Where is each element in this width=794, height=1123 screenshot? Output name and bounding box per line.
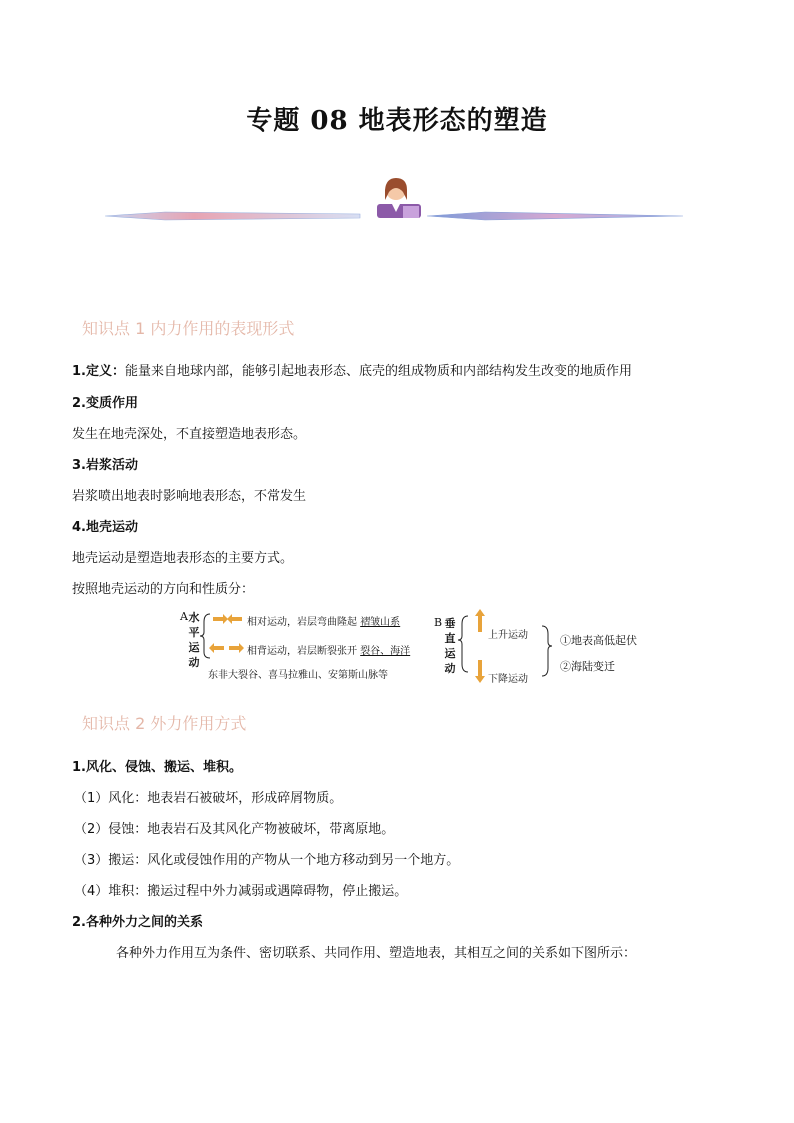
b-down: 下降运动 <box>488 674 528 685</box>
crust-heading: 4.地壳运动 <box>72 520 138 535</box>
section2-heading: 知识点 2 外力作用方式 <box>82 714 247 733</box>
banner-right-bar <box>427 212 683 220</box>
arrow-up-icon <box>475 609 485 632</box>
definition-line <box>72 362 632 382</box>
arrow-down-icon <box>475 660 485 683</box>
a-vertical-label: 水 平 运 动 <box>188 611 200 669</box>
list-item: （1）风化：地表岩石被破坏，形成碎屑物质。 <box>74 791 343 806</box>
sub2-heading: 2.各种外力之间的关系 <box>72 915 203 930</box>
title-banner <box>105 176 685 228</box>
b-vertical-label: 垂 直 运 动 <box>444 617 456 675</box>
a-label: A <box>180 610 188 623</box>
crust-movement-diagram <box>180 608 650 684</box>
metamorphism-text: 发生在地壳深处，不直接塑造地表形态。 <box>72 427 307 442</box>
arrow-converge-icon <box>213 614 242 624</box>
teacher-icon <box>377 178 421 218</box>
definition-text: 能量来自地球内部，能够引起地表形态、底壳的组成物质和内部结构发生改变的地质作用 <box>124 364 632 379</box>
b-up: 上升运动 <box>488 630 528 641</box>
b-label: B <box>434 616 443 629</box>
brace-results <box>542 626 552 676</box>
a-row1: 相对运动，岩层弯曲隆起 褶皱山系 <box>247 617 401 628</box>
page-title: 专题 08 地表形态的塑造 <box>246 106 548 136</box>
sub1-heading: 1.风化、侵蚀、搬运、堆积。 <box>72 760 242 775</box>
banner-left-bar <box>105 212 360 220</box>
a-examples: 东非大裂谷、喜马拉雅山、安第斯山脉等 <box>208 670 388 681</box>
magma-heading: 3.岩浆活动 <box>72 458 138 473</box>
b-result1: ①地表高低起伏 <box>560 634 637 647</box>
classify-text: 按照地壳运动的方向和性质分： <box>72 582 255 597</box>
list-item: （3）搬运：风化或侵蚀作用的产物从一个地方移动到另一个地方。 <box>74 853 460 868</box>
metamorphism-heading: 2.变质作用 <box>72 396 138 411</box>
brace-a <box>200 614 210 658</box>
arrow-diverge-icon <box>209 643 244 653</box>
brace-b <box>458 616 468 672</box>
section1-heading: 知识点 1 内力作用的表现形式 <box>82 319 295 338</box>
a-row1-result: 褶皱山系 <box>360 617 401 628</box>
list-item: （2）侵蚀：地表岩石及其风化产物被破坏，带离原地。 <box>74 822 395 837</box>
sub2-text: 各种外力作用互为条件、密切联系、共同作用、塑造地表，其相互之间的关系如下图所示： <box>116 946 637 961</box>
crust-text: 地壳运动是塑造地表形态的主要方式。 <box>72 551 294 566</box>
definition-label: 1.定义： <box>72 364 125 379</box>
a-row2: 相背运动，岩层断裂张开 裂谷、海洋 <box>247 646 411 657</box>
list-item: （4）堆积：搬运过程中外力减弱或遇障碍物，停止搬运。 <box>74 884 408 899</box>
b-result2: ②海陆变迁 <box>560 660 615 673</box>
magma-text: 岩浆喷出地表时影响地表形态，不常发生 <box>72 489 307 504</box>
a-row2-result: 裂谷、海洋 <box>360 646 411 657</box>
